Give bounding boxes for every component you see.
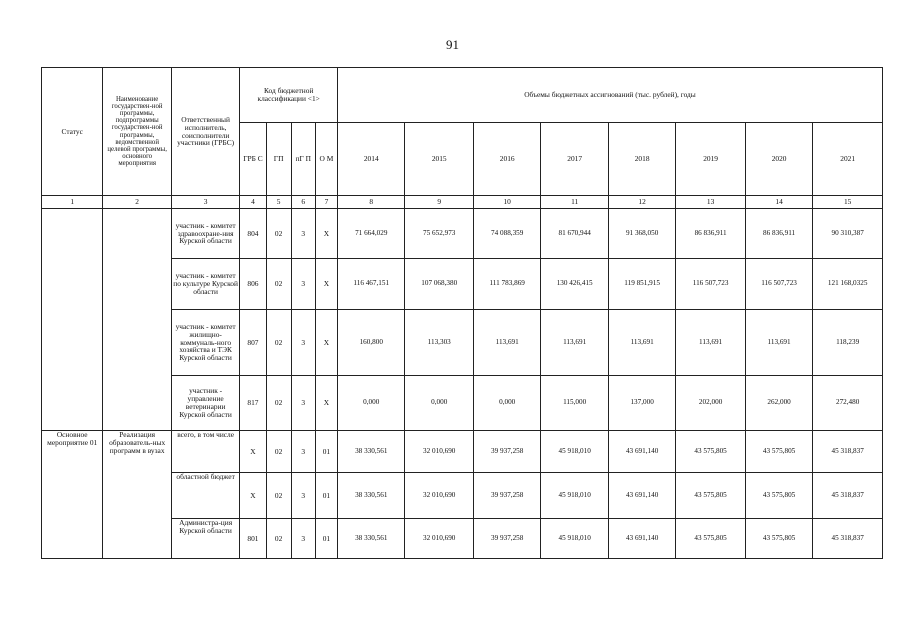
cell-responsible: участник - комитет жилищно-коммуналь-ного хозяйства и ТЭК Курской области xyxy=(171,310,239,376)
cell-value: 113,691 xyxy=(608,310,675,376)
cell-code: 02 xyxy=(266,376,291,431)
cell-code: 3 xyxy=(291,473,315,519)
header-year: 2021 xyxy=(813,123,883,196)
header-code-grbs: ГРБ С xyxy=(240,123,266,196)
cell-value: 45 918,010 xyxy=(541,519,608,559)
cell-value: 32 010,690 xyxy=(405,431,473,473)
header-code-om: О М xyxy=(315,123,337,196)
cell-value: 39 937,258 xyxy=(473,473,540,519)
header-code-pgp: пГ П xyxy=(291,123,315,196)
cell-code: 3 xyxy=(291,209,315,259)
cell-value: 0,000 xyxy=(405,376,473,431)
col-number: 7 xyxy=(315,196,337,209)
cell-value: 91 368,050 xyxy=(608,209,675,259)
header-status: Статус xyxy=(42,68,103,196)
page-number: 91 xyxy=(446,37,459,52)
cell-value: 45 318,837 xyxy=(813,473,883,519)
cell-code: 3 xyxy=(291,519,315,559)
cell-value: 43 691,140 xyxy=(608,519,675,559)
cell-value: 71 664,029 xyxy=(338,209,405,259)
cell-value: 43 575,805 xyxy=(745,519,812,559)
cell-value: 86 836,911 xyxy=(676,209,745,259)
cell-value: 32 010,690 xyxy=(405,519,473,559)
cell-responsible: участник - комитет здравоохране-ния Курской области xyxy=(171,209,239,259)
col-number: 2 xyxy=(103,196,171,209)
cell-value: 43 575,805 xyxy=(676,473,745,519)
col-number: 8 xyxy=(338,196,405,209)
cell-value: 38 330,561 xyxy=(338,519,405,559)
cell-value: 272,480 xyxy=(813,376,883,431)
cell-value: 116 507,723 xyxy=(676,259,745,310)
cell-value: 116 507,723 xyxy=(745,259,812,310)
cell-value: 74 088,359 xyxy=(473,209,540,259)
col-number: 9 xyxy=(405,196,473,209)
cell-code: 02 xyxy=(266,431,291,473)
cell-value: 113,691 xyxy=(676,310,745,376)
cell-code: 02 xyxy=(266,209,291,259)
col-number: 1 xyxy=(42,196,103,209)
col-number: 11 xyxy=(541,196,608,209)
cell-value: 160,800 xyxy=(338,310,405,376)
cell-responsible: участник - управление ветеринарии Курской области xyxy=(171,376,239,431)
header-program-name: Наименование государствен-ной программы, подпрограммы государствен-ной программы, ведомственной целевой программы, основного мероприятия xyxy=(103,68,171,196)
cell-code: 01 xyxy=(315,473,337,519)
cell-status: Основное мероприятие 01 xyxy=(42,431,103,559)
cell-value: 43 691,140 xyxy=(608,431,675,473)
cell-code: 3 xyxy=(291,310,315,376)
cell-value: 45 918,010 xyxy=(541,473,608,519)
cell-value: 113,691 xyxy=(473,310,540,376)
cell-value: 130 426,415 xyxy=(541,259,608,310)
cell-value: 43 575,805 xyxy=(745,473,812,519)
cell-code: 3 xyxy=(291,431,315,473)
cell-status xyxy=(42,209,103,431)
cell-value: 39 937,258 xyxy=(473,431,540,473)
cell-value: 43 575,805 xyxy=(676,519,745,559)
cell-program-name xyxy=(103,209,171,431)
cell-code: Х xyxy=(315,310,337,376)
cell-value: 32 010,690 xyxy=(405,473,473,519)
cell-value: 43 575,805 xyxy=(676,431,745,473)
header-year: 2018 xyxy=(608,123,675,196)
cell-value: 115,000 xyxy=(541,376,608,431)
cell-value: 45 318,837 xyxy=(813,431,883,473)
cell-value: 113,691 xyxy=(541,310,608,376)
cell-value: 107 068,380 xyxy=(405,259,473,310)
cell-code: 3 xyxy=(291,376,315,431)
cell-value: 0,000 xyxy=(473,376,540,431)
cell-value: 38 330,561 xyxy=(338,431,405,473)
cell-program-name: Реализация образователь-ных программ в вузах xyxy=(103,431,171,559)
table-row xyxy=(42,209,883,259)
col-number: 15 xyxy=(813,196,883,209)
cell-code: 02 xyxy=(266,473,291,519)
cell-code: 806 xyxy=(240,259,266,310)
cell-value: 39 937,258 xyxy=(473,519,540,559)
cell-value: 113,691 xyxy=(745,310,812,376)
header-responsible: Ответственный исполнитель, соисполнители участники (ГРБС) xyxy=(171,68,239,196)
col-number: 4 xyxy=(240,196,266,209)
cell-value: 86 836,911 xyxy=(745,209,812,259)
cell-code: 801 xyxy=(240,519,266,559)
col-number: 5 xyxy=(266,196,291,209)
header-code-gp: ГП xyxy=(266,123,291,196)
cell-value: 45 318,837 xyxy=(813,519,883,559)
cell-responsible: участник - комитет по культуре Курской области xyxy=(171,259,239,310)
cell-value: 75 652,973 xyxy=(405,209,473,259)
cell-value: 45 918,010 xyxy=(541,431,608,473)
header-year: 2019 xyxy=(676,123,745,196)
cell-value: 0,000 xyxy=(338,376,405,431)
cell-value: 121 168,0325 xyxy=(813,259,883,310)
header-year: 2014 xyxy=(338,123,405,196)
cell-value: 43 575,805 xyxy=(745,431,812,473)
col-number: 6 xyxy=(291,196,315,209)
cell-code: Х xyxy=(315,376,337,431)
cell-value: 116 467,151 xyxy=(338,259,405,310)
cell-code: 804 xyxy=(240,209,266,259)
col-number: 3 xyxy=(171,196,239,209)
cell-code: 02 xyxy=(266,519,291,559)
cell-responsible: областной бюджет xyxy=(171,473,239,519)
col-number: 12 xyxy=(608,196,675,209)
col-number: 10 xyxy=(473,196,540,209)
cell-code: 02 xyxy=(266,259,291,310)
cell-code: 817 xyxy=(240,376,266,431)
cell-value: 90 310,387 xyxy=(813,209,883,259)
cell-code: 01 xyxy=(315,431,337,473)
cell-code: Х xyxy=(240,431,266,473)
cell-code: Х xyxy=(315,209,337,259)
cell-value: 38 330,561 xyxy=(338,473,405,519)
header-budget-code: Код бюджетной классификации <1> xyxy=(240,68,338,123)
cell-value: 118,239 xyxy=(813,310,883,376)
cell-code: 3 xyxy=(291,259,315,310)
cell-value: 111 783,869 xyxy=(473,259,540,310)
cell-value: 137,000 xyxy=(608,376,675,431)
header-year: 2020 xyxy=(745,123,812,196)
header-year: 2016 xyxy=(473,123,540,196)
header-allocations: Объемы бюджетных ассигнований (тыс. рублей), годы xyxy=(338,68,883,123)
col-number: 13 xyxy=(676,196,745,209)
cell-value: 81 670,944 xyxy=(541,209,608,259)
cell-value: 202,000 xyxy=(676,376,745,431)
table-row xyxy=(42,431,883,473)
cell-code: Х xyxy=(240,473,266,519)
cell-value: 119 851,915 xyxy=(608,259,675,310)
cell-value: 262,000 xyxy=(745,376,812,431)
cell-responsible: Администра-ция Курской области xyxy=(171,519,239,559)
cell-code: 02 xyxy=(266,310,291,376)
cell-value: 43 691,140 xyxy=(608,473,675,519)
cell-code: 807 xyxy=(240,310,266,376)
header-year: 2017 xyxy=(541,123,608,196)
header-year: 2015 xyxy=(405,123,473,196)
cell-value: 113,303 xyxy=(405,310,473,376)
cell-responsible: всего, в том числе xyxy=(171,431,239,473)
cell-code: Х xyxy=(315,259,337,310)
budget-table xyxy=(41,67,883,559)
cell-code: 01 xyxy=(315,519,337,559)
col-number: 14 xyxy=(745,196,812,209)
